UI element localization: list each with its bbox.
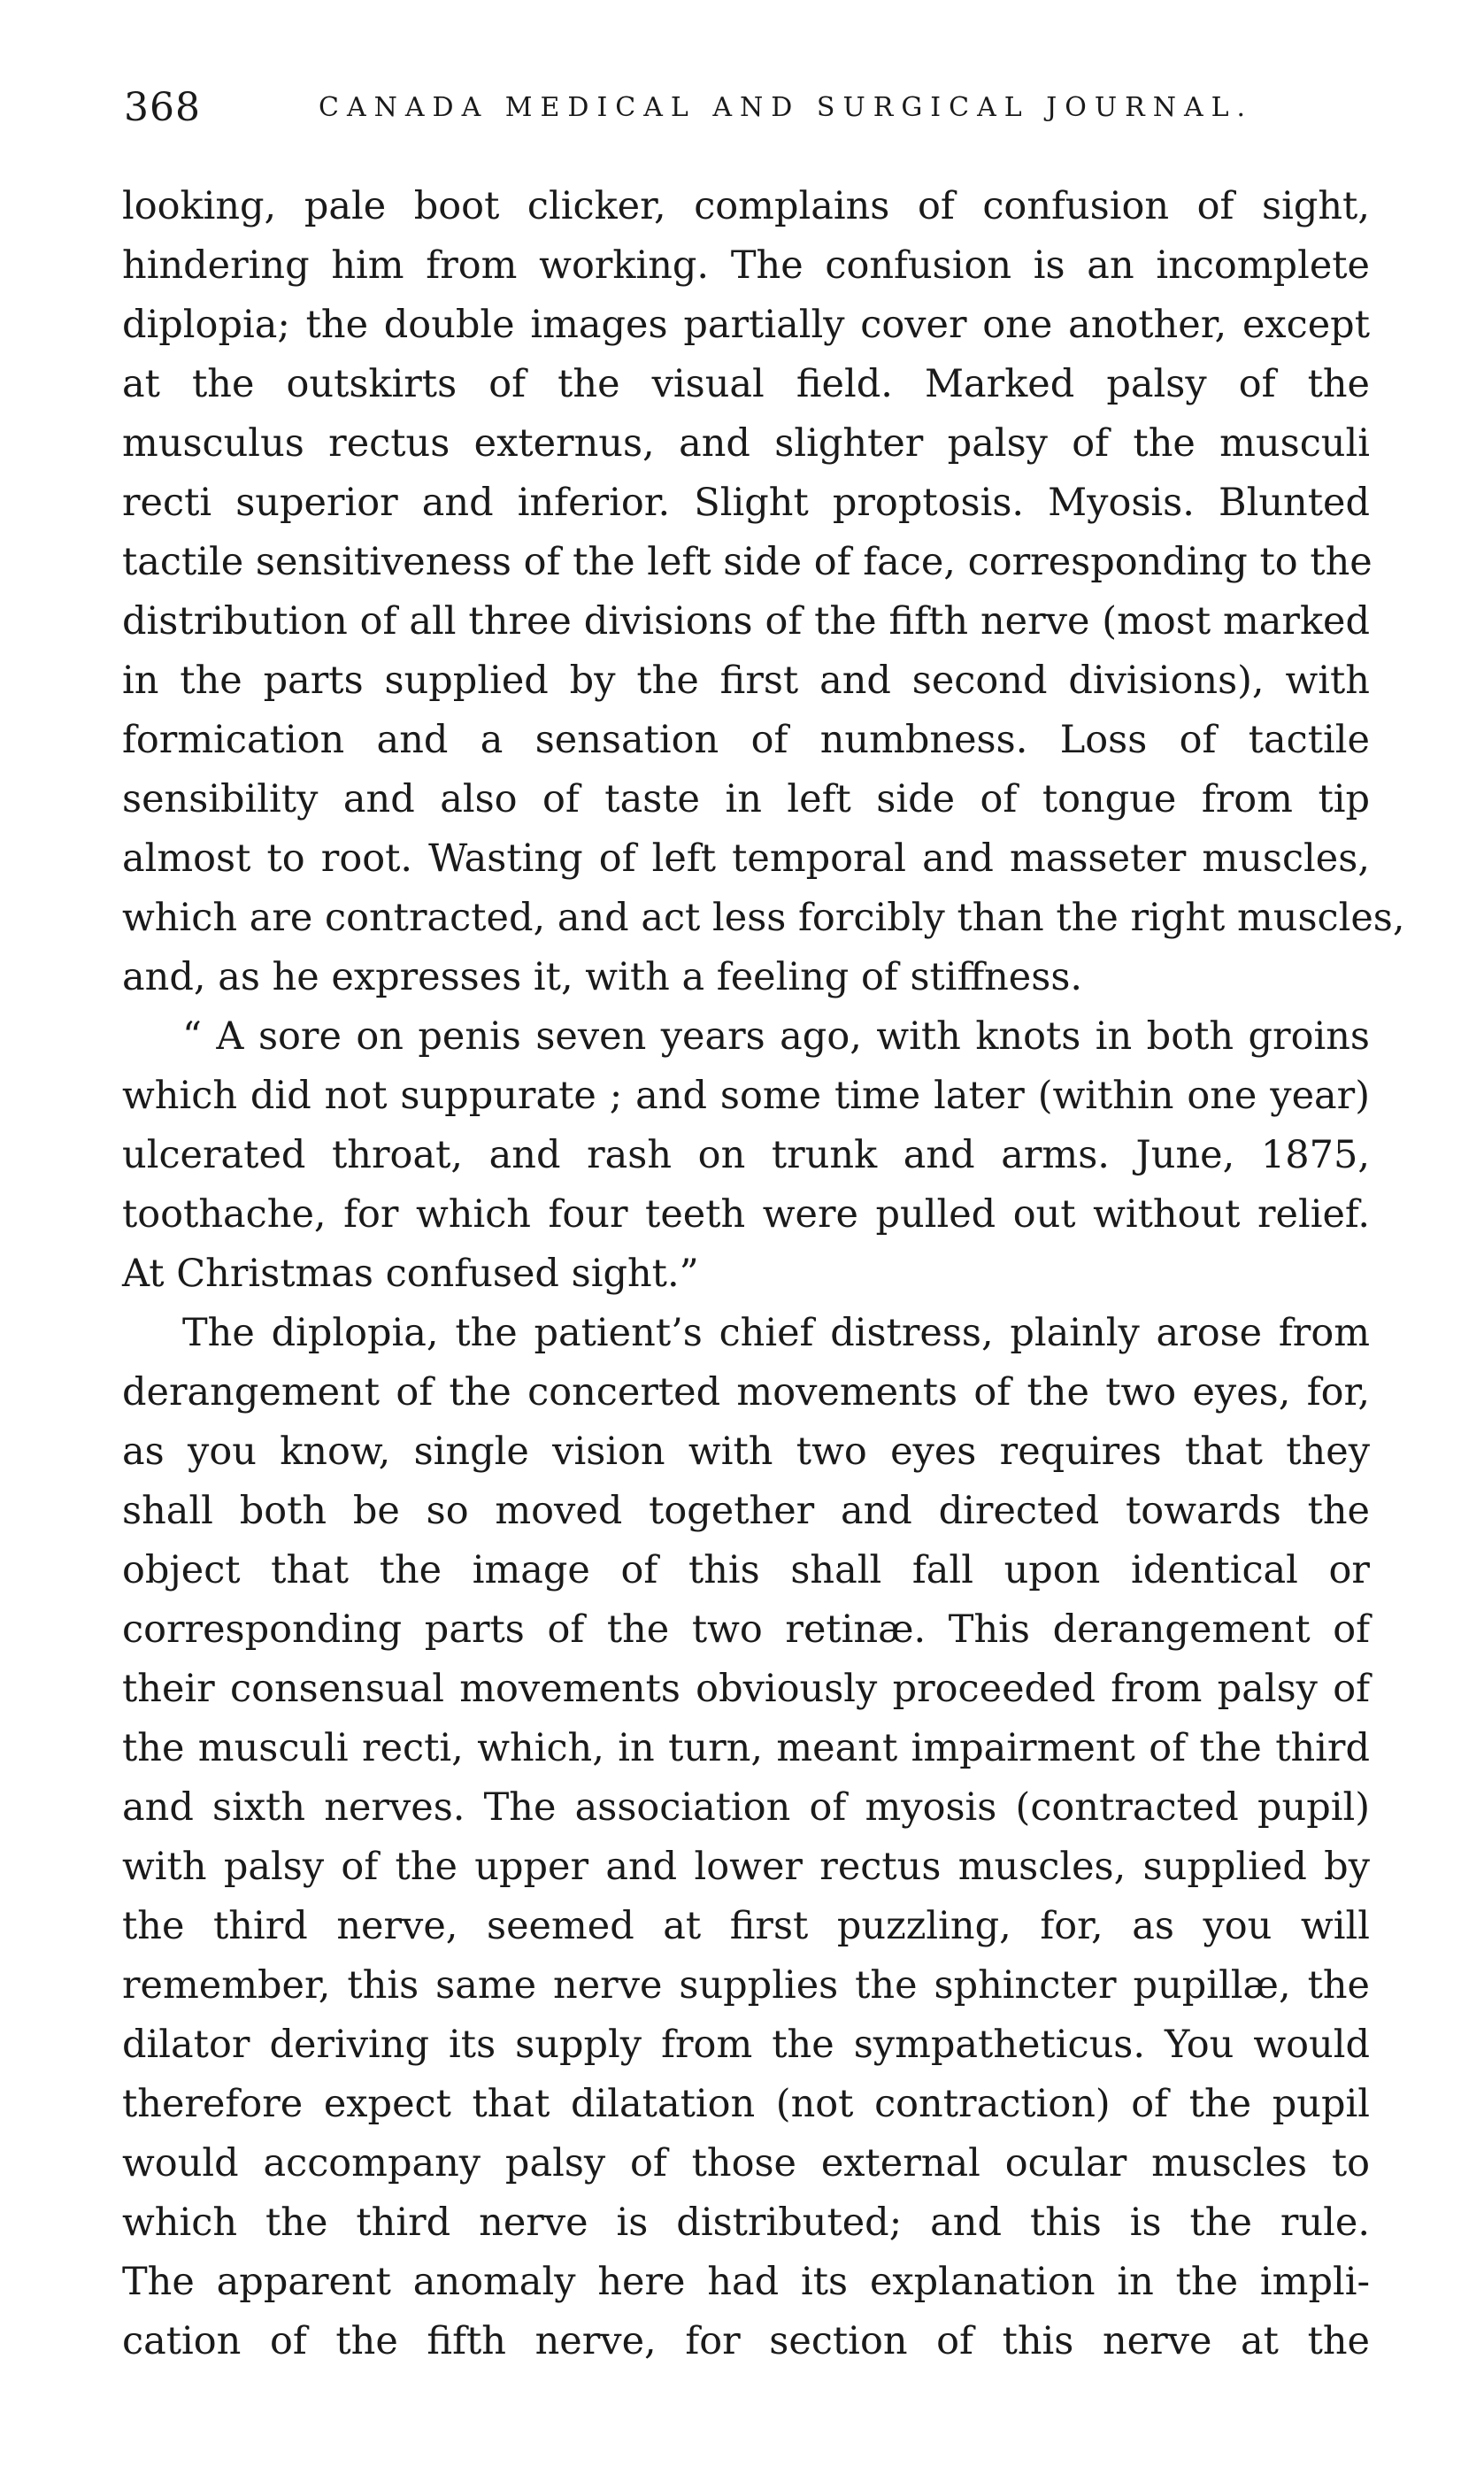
text-line: the musculi recti, which, in turn, meant impairment of the third bbox=[122, 1726, 1370, 1770]
paragraph-start-line: The diplopia, the patient’s chief distress, plainly arose from bbox=[182, 1311, 1370, 1355]
text-line: at the outskirts of the visual field. Marked palsy of the bbox=[122, 362, 1370, 406]
text-line: looking, pale boot clicker, complains of confusion of sight, bbox=[122, 184, 1370, 228]
text-line: as you know, single vision with two eyes requires that they bbox=[122, 1430, 1370, 1474]
text-line: remember, this same nerve supplies the sphincter pupillæ, the bbox=[122, 1963, 1370, 2008]
text-line: formication and a sensation of numbness. Loss of tactile bbox=[122, 718, 1370, 762]
text-line: in the parts supplied by the first and second divisions), with bbox=[122, 659, 1370, 703]
text-line: dilator deriving its supply from the sympatheticus. You would bbox=[122, 2023, 1370, 2067]
text-line: musculus rectus externus, and slighter palsy of the musculi bbox=[122, 421, 1370, 466]
text-line: almost to root. Wasting of left temporal and masseter muscles, bbox=[122, 836, 1370, 881]
text-line: recti superior and inferior. Slight proptosis. Myosis. Blunted bbox=[122, 481, 1370, 525]
text-line: tactile sensitiveness of the left side of face, corresponding to the bbox=[122, 540, 1373, 584]
text-line: their consensual movements obviously proceeded from palsy of bbox=[122, 1667, 1370, 1711]
text-line: object that the image of this shall fall upon identical or bbox=[122, 1548, 1370, 1592]
text-line: At Christmas confused sight.” bbox=[122, 1252, 699, 1296]
text-line: shall both be so moved together and directed towards the bbox=[122, 1489, 1370, 1533]
text-line: which the third nerve is distributed; and this is the rule. bbox=[122, 2201, 1370, 2245]
quoted-paragraph-line: “ A sore on penis seven years ago, with knots in both groins bbox=[182, 1014, 1370, 1059]
text-line: distribution of all three divisions of the fifth nerve (most marked bbox=[122, 599, 1370, 644]
text-line: and, as he expresses it, with a feeling of stiffness. bbox=[122, 955, 1083, 999]
text-line: would accompany palsy of those external ocular muscles to bbox=[122, 2141, 1370, 2185]
page-header bbox=[124, 85, 1363, 138]
text-line: diplopia; the double images partially cover one another, except bbox=[122, 303, 1370, 347]
text-line: which are contracted, and act less forcibly than the right muscles, bbox=[122, 896, 1405, 940]
text-line: corresponding parts of the two retinæ. This derangement of bbox=[122, 1607, 1370, 1652]
text-line: toothache, for which four teeth were pulled out without relief. bbox=[122, 1192, 1370, 1237]
body-text bbox=[122, 177, 1405, 2371]
text-line: ulcerated throat, and rash on trunk and arms. June, 1875, bbox=[122, 1133, 1370, 1177]
text-line: with palsy of the upper and lower rectus muscles, supplied by bbox=[122, 1845, 1370, 1889]
text-line: the third nerve, seemed at first puzzling, for, as you will bbox=[122, 1904, 1370, 1948]
text-line: and sixth nerves. The association of myosis (contracted pupil) bbox=[122, 1785, 1370, 1830]
text-line: hindering him from working. The confusion is an incomplete bbox=[122, 243, 1370, 288]
text-line: The apparent anomaly here had its explanation in the impli- bbox=[122, 2260, 1370, 2304]
text-line: cation of the fifth nerve, for section of this nerve at the bbox=[122, 2319, 1370, 2363]
running-title: CANADA MEDICAL AND SURGICAL JOURNAL. bbox=[319, 92, 1254, 123]
page-number: 368 bbox=[124, 85, 201, 130]
text-line: sensibility and also of taste in left side of tongue from tip bbox=[122, 777, 1370, 821]
text-line: derangement of the concerted movements of the two eyes, for, bbox=[122, 1370, 1370, 1414]
text-line: which did not suppurate ; and some time later (within one year) bbox=[122, 1074, 1370, 1118]
text-line: therefore expect that dilatation (not contraction) of the pupil bbox=[122, 2082, 1370, 2126]
